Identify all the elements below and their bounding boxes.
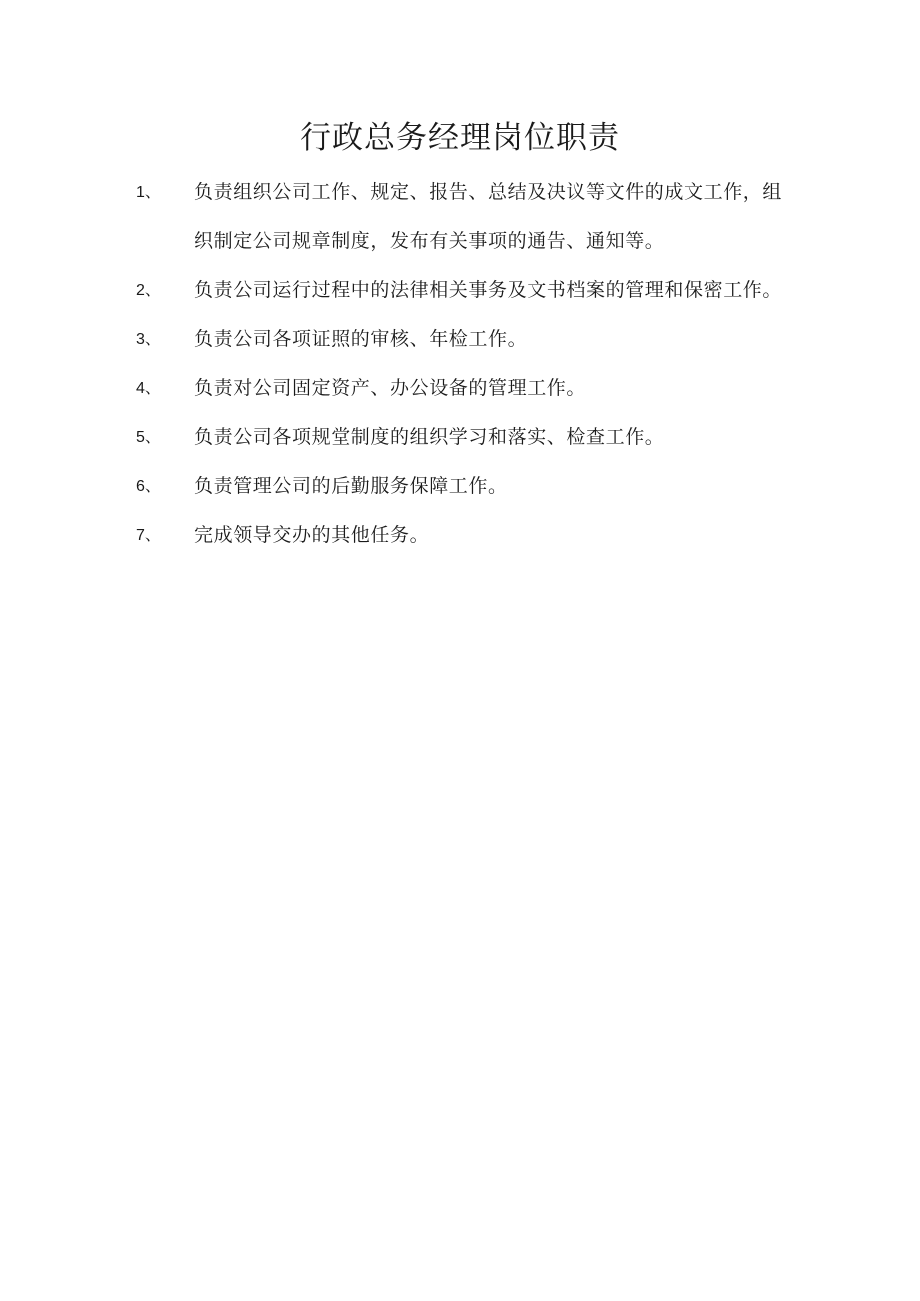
list-item: [136, 413, 796, 462]
item-number: 7、: [136, 527, 161, 544]
list-item: [136, 266, 796, 315]
item-text: 负责组织公司工作、规定、报告、总结及决议等文件的成文工作，组织制定公司规章制度，发布有关事项的通告、通知等。: [194, 181, 783, 252]
item-text: 负责管理公司的后勤服务保障工作。: [194, 475, 508, 497]
item-number: 6、: [136, 478, 161, 495]
item-number: 4、: [136, 380, 161, 397]
list-item: [136, 364, 796, 413]
item-text: 负责对公司固定资产、办公设备的管理工作。: [194, 377, 587, 399]
item-text: 完成领导交办的其他任务。: [194, 524, 430, 546]
item-number: 5、: [136, 429, 161, 446]
item-number: 1、: [136, 184, 161, 201]
document-title: 行政总务经理岗位职责: [300, 120, 620, 156]
list-item: [136, 511, 796, 560]
item-number: 3、: [136, 331, 161, 348]
duty-list: [136, 168, 796, 560]
item-text: 负责公司各项规堂制度的组织学习和落实、检查工作。: [194, 426, 665, 448]
item-number: 2、: [136, 282, 161, 299]
list-item: [136, 168, 796, 266]
item-text: 负责公司各项证照的审核、年检工作。: [194, 328, 528, 350]
list-item: [136, 462, 796, 511]
item-text: 负责公司运行过程中的法律相关事务及文书档案的管理和保密工作。: [194, 279, 783, 301]
list-item: [136, 315, 796, 364]
